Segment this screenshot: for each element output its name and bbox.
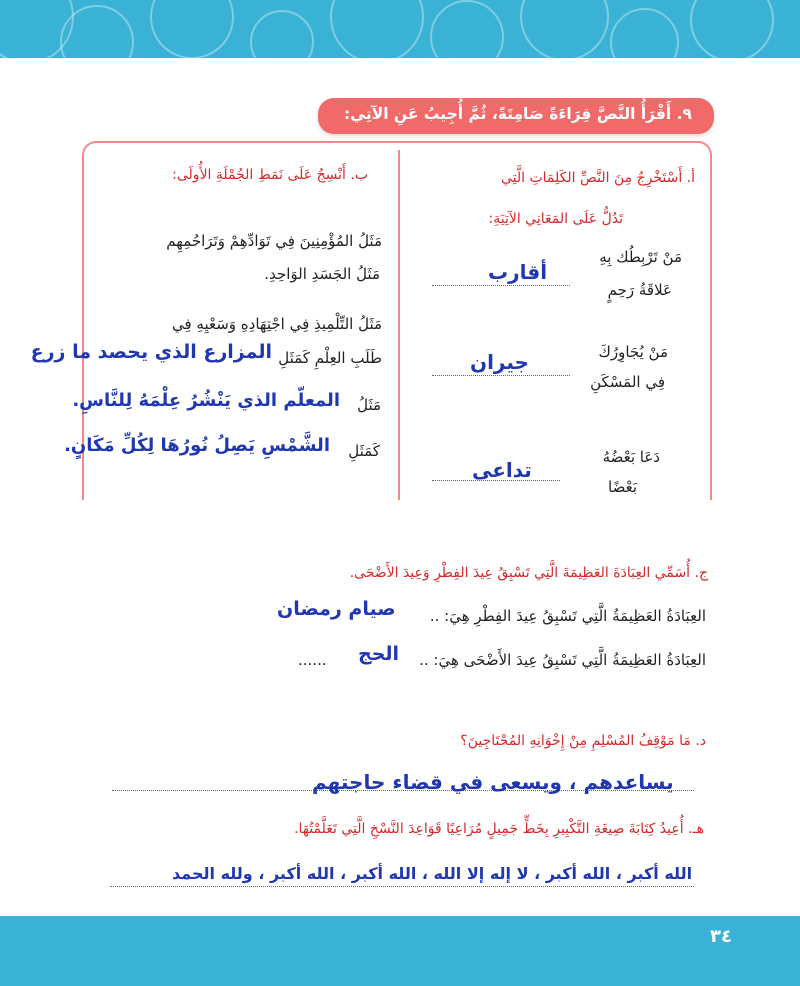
part-b-example-line2: مَثَلُ الجَسَدِ الوَاحِدِ. [264, 265, 380, 283]
part-d-answer: يساعدهم ، ويسعى في قضاء حاجتهم [312, 770, 674, 794]
part-e-title: هـ. أُعِيدُ كِتَابَةَ صِيغَةِ التَّكْبِيرِ بِخَطٍّ جَمِيلٍ مُرَاعِيًا قَوَاعِدَ النَّسْخِ الَّتِي تَعَلَّمْتُهَا. [294, 821, 704, 837]
part-c-line2-answer: الحج [358, 643, 400, 665]
part-a-item1-answer: أقارب [488, 260, 548, 284]
part-c-title: ج. أُسَمِّي العِبَادَةَ العَظِيمَةَ الَّتِي تَسْبِقُ عِيدَ الفِطْرِ وَعِيدَ الأَضْحَى. [349, 565, 708, 581]
part-b-example-line1: مَثَلُ المُؤْمِنِينَ فِي تَوَادِّهِمْ وَتَرَاحُمِهِم [166, 232, 382, 250]
part-c-line2-prefix: العِبَادَةُ العَظِيمَةُ الَّتِي تَسْبِقُ عِيدَ الأَضْحَى هِيَ: .. [419, 651, 706, 669]
part-a-subtitle: تَدُلُّ عَلَى المَعَانِي الآتِيَةِ: [488, 211, 623, 227]
answer-line [432, 285, 570, 286]
part-a-item1-line2: عَلاقَةُ رَحِمٍ [607, 281, 672, 299]
part-a-item3-answer: تداعى [472, 458, 532, 482]
page-footer [0, 916, 800, 986]
part-b-q1-answer: المزارع الذي يحصد ما زرع [30, 341, 272, 363]
question-instruction: ٩. أَقْرَأُ النَّصَّ قِرَاءَةً صَامِتَةً، ثُمَّ أُجِيبُ عَنِ الآتِي: [343, 105, 692, 123]
part-d-title: د. مَا مَوْقِفُ المُسْلِمِ مِنْ إِخْوَانِهِ المُحْتَاجِينَ؟ [460, 733, 706, 749]
answer-line [432, 375, 570, 376]
part-c-line1-answer: صيام رمضان [277, 598, 396, 620]
top-decorative-band [0, 0, 800, 58]
part-a-item2-answer: جيران [470, 350, 529, 374]
page-number: ٣٤ [710, 926, 732, 947]
part-b-q2-answer: المعلّم الذي يَنْشُرُ عِلْمَهُ لِلنَّاسِ. [72, 390, 340, 411]
answer-line [110, 886, 694, 887]
part-b-q2-prefix: مَثَلُ [357, 396, 381, 414]
part-a-item2-line1: مَنْ يُجَاوِرُكَ [598, 343, 668, 361]
part-c-line1-prefix: العِبَادَةُ العَظِيمَةُ الَّتِي تَسْبِقُ عِيدَ الفِطْرِ هِيَ: .. [429, 607, 706, 625]
part-b-title: ب. أَنْسِجُ عَلَى نَمَطِ الجُمْلَةِ الأُولَى: [172, 167, 368, 183]
column-divider [398, 150, 400, 500]
part-a-item2-line2: فِي المَسْكَنِ [590, 373, 665, 391]
part-a-item1-line1: مَنْ تَرْبِطُك بِهِ [599, 248, 682, 266]
part-a-item3-line2: بَعْضًا [608, 478, 637, 496]
part-c-line2-dots: ...... [298, 651, 327, 669]
part-b-q1-line1: مَثَلُ التِّلْمِيذِ فِي اجْتِهَادِهِ وَسَعْيِهِ فِي [171, 315, 382, 333]
part-a-title: أ. أَسْتَخْرِجُ مِنَ النَّصِّ الكَلِمَاتِ الَّتِي [500, 170, 695, 186]
question-header [318, 98, 714, 134]
part-a-item3-line1: دَعَا بَعْضُهُ [602, 448, 660, 466]
part-b-q1-line2-prefix: طَلَبِ العِلْمِ كَمَثَلِ [278, 349, 382, 367]
part-b-q3-answer: الشَّمْسِ يَصِلُ نُورُهَا لِكُلِّ مَكَانٍ. [64, 435, 330, 456]
part-b-q3-prefix: كَمَثَلِ [348, 442, 380, 460]
part-e-answer: الله أكبر ، الله أكبر ، لا إله إلا الله ، الله أكبر ، الله أكبر ، ولله الحمد [172, 864, 693, 883]
